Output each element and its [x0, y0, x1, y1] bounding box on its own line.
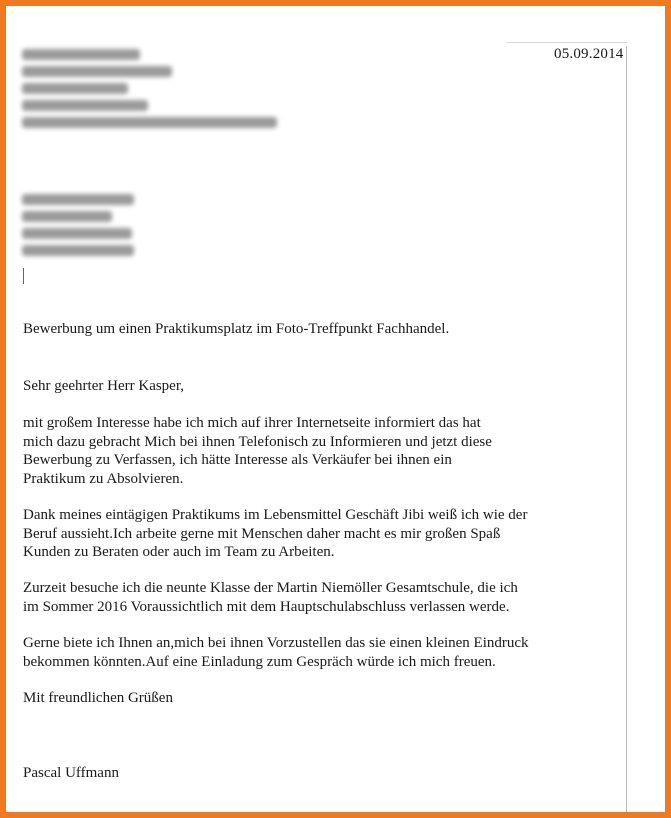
letter-signature: Pascal Uffmann	[23, 765, 119, 781]
recipient-address-redacted	[22, 194, 134, 262]
sender-address-redacted	[22, 49, 277, 134]
letter-subject: Bewerbung um einen Praktikumsplatz im Foto-Treffpunkt Fachhandel.	[23, 321, 450, 337]
letter-closing: Mit freundlichen Grüßen	[23, 690, 173, 706]
letter-paragraph: Gerne biete ich Ihnen an,mich bei ihnen Vorzustellen das sie einen kleinen Eindruck bekommen könnten.Auf eine Einladung zum Gespräch würde ich mich freuen.	[23, 635, 529, 670]
text-cursor	[23, 268, 24, 284]
letter-salutation: Sehr geehrter Herr Kasper,	[23, 378, 184, 394]
letter-page	[6, 6, 665, 812]
letter-date: 05.09.2014	[554, 46, 624, 62]
letter-paragraph: Dank meines eintägigen Praktikums im Lebensmittel Geschäft Jibi weiß ich wie der Beruf aussieht.Ich arbeite gerne mit Menschen daher macht es mir großen Spaß Kunden zu Beraten oder auch im Team zu Arbeiten.	[23, 507, 528, 560]
page-edge-top	[506, 42, 627, 43]
page-edge-right	[626, 46, 627, 812]
letter-paragraph: Zurzeit besuche ich die neunte Klasse der Martin Niemöller Gesamtschule, die ich im Sommer 2016 Voraussichtlich mit dem Hauptschulabschluss verlassen werde.	[23, 580, 518, 615]
letter-paragraph: mit großem Interesse habe ich mich auf ihrer Internetseite informiert das hat mich dazu gebracht Mich bei ihnen Telefonisch zu Informieren und jetzt diese Bewerbung zu Verfassen, ich hätte Interesse als Verkäufer bei ihnen ein Praktikum zu Absolvieren.	[23, 415, 492, 487]
